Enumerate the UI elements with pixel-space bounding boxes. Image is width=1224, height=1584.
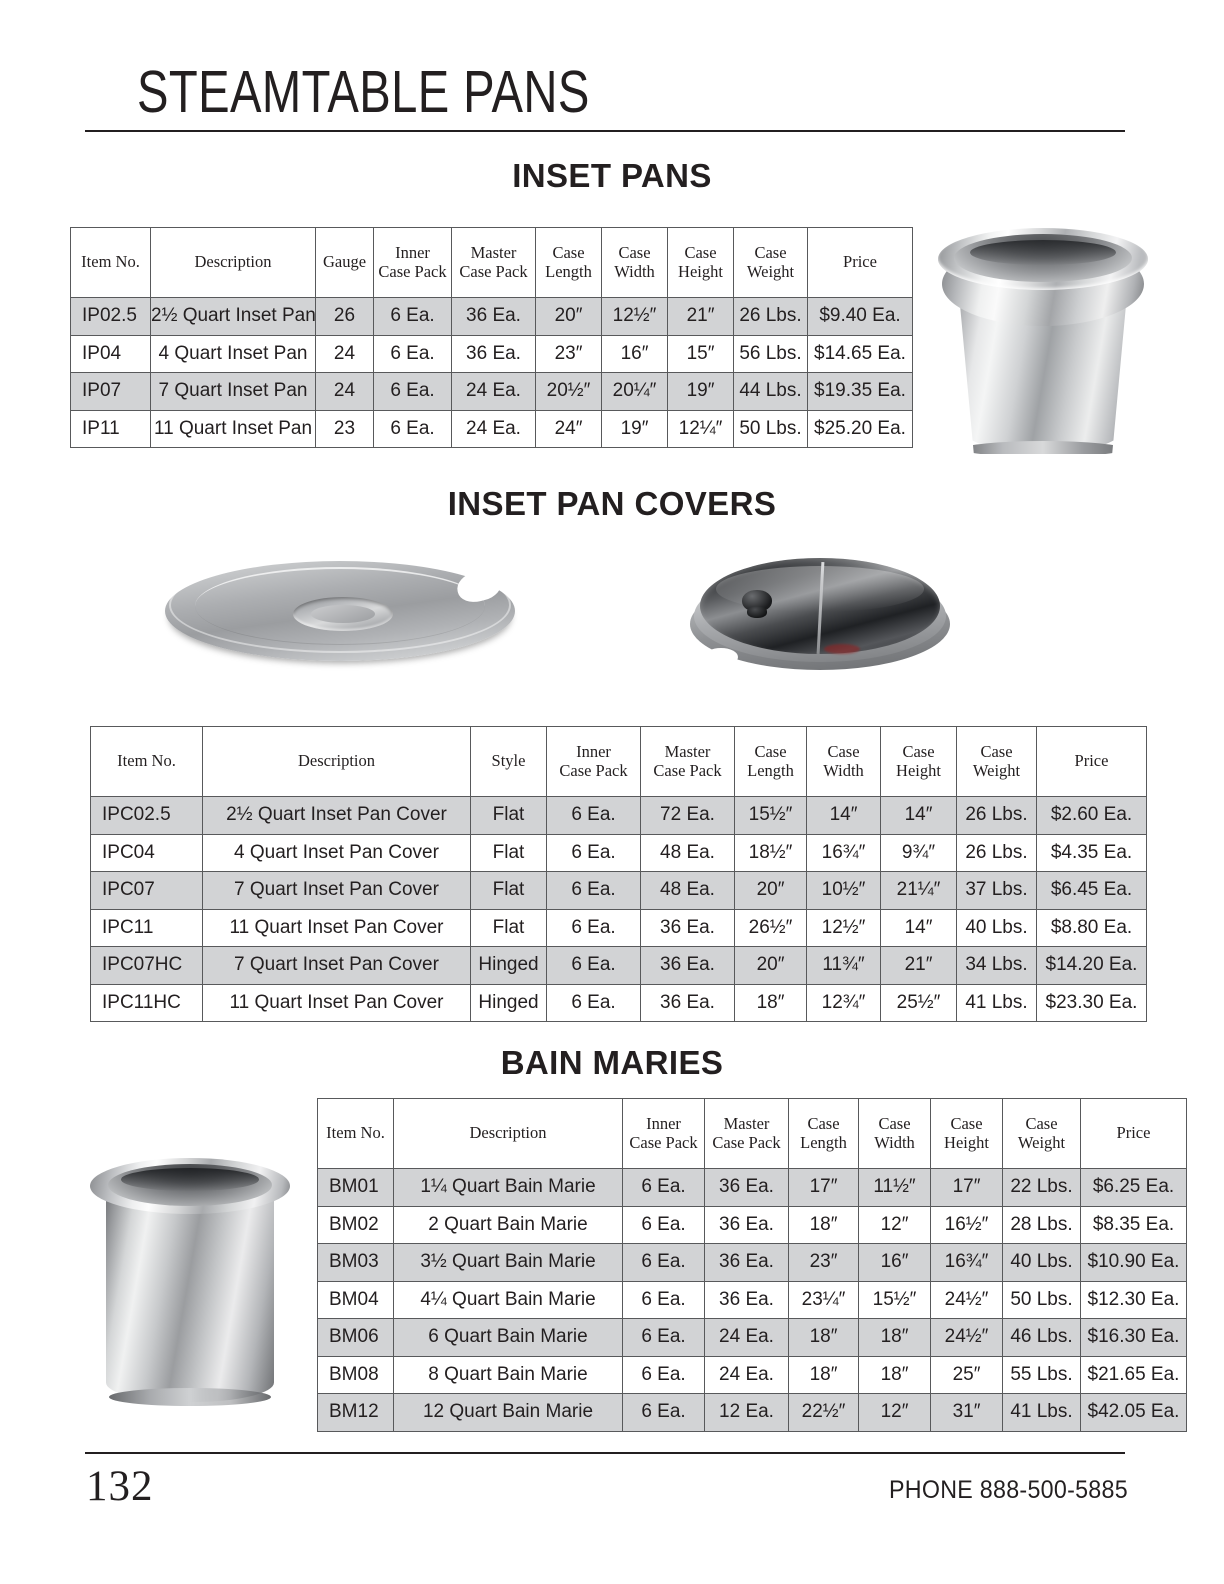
cell-case-width: 12″ — [859, 1206, 931, 1244]
cell-description: 1¼ Quart Bain Marie — [394, 1169, 623, 1207]
col-master-case-pack: Master Case Pack — [452, 228, 536, 298]
cell-item-no: BM03 — [318, 1244, 394, 1282]
cell-master-case-pack: 36 Ea. — [705, 1281, 789, 1319]
cell-case-height: 16½″ — [931, 1206, 1003, 1244]
col-description: Description — [203, 727, 471, 797]
cell-gauge: 24 — [316, 373, 374, 411]
cell-case-width: 20¼″ — [602, 373, 668, 411]
cell-case-height: 21″ — [668, 298, 734, 336]
cell-master-case-pack: 36 Ea. — [641, 984, 735, 1022]
cell-inner-case-pack: 6 Ea. — [623, 1206, 705, 1244]
cell-case-height: 9¾″ — [881, 834, 957, 872]
cell-case-width: 18″ — [859, 1356, 931, 1394]
table-row — [318, 1169, 1187, 1207]
cell-case-width: 12″ — [859, 1394, 931, 1432]
cell-price: $6.25 Ea. — [1081, 1169, 1187, 1207]
cell-master-case-pack: 72 Ea. — [641, 797, 735, 835]
cell-inner-case-pack: 6 Ea. — [547, 947, 641, 985]
cell-case-length: 20″ — [735, 872, 807, 910]
table-row — [318, 1206, 1187, 1244]
cell-inner-case-pack: 6 Ea. — [623, 1394, 705, 1432]
col-master-case-pack: Master Case Pack — [705, 1099, 789, 1169]
cell-case-weight: 50 Lbs. — [1003, 1281, 1081, 1319]
cell-case-height: 14″ — [881, 797, 957, 835]
inset-pan-photo — [938, 222, 1148, 462]
cell-case-height: 16¾″ — [931, 1244, 1003, 1282]
cell-case-weight: 41 Lbs. — [1003, 1394, 1081, 1432]
footer-phone: PHONE 888-500-5885 — [889, 1476, 1128, 1504]
cell-inner-case-pack: 6 Ea. — [374, 335, 452, 373]
cell-master-case-pack: 24 Ea. — [705, 1319, 789, 1357]
cell-item-no: IP11 — [71, 410, 151, 448]
table-row — [318, 1356, 1187, 1394]
cell-style: Flat — [471, 834, 547, 872]
cell-item-no: IP02.5 — [71, 298, 151, 336]
cell-case-width: 10½″ — [807, 872, 881, 910]
cell-case-height: 31″ — [931, 1394, 1003, 1432]
cell-description: 11 Quart Inset Pan Cover — [203, 909, 471, 947]
cell-master-case-pack: 36 Ea. — [452, 298, 536, 336]
cell-description: 12 Quart Bain Marie — [394, 1394, 623, 1432]
cell-item-no: IPC11 — [91, 909, 203, 947]
col-case-weight: Case Weight — [957, 727, 1037, 797]
cell-price: $4.35 Ea. — [1037, 834, 1147, 872]
col-master-case-pack: Master Case Pack — [641, 727, 735, 797]
table-header-row — [318, 1099, 1187, 1169]
table-row — [91, 909, 1147, 947]
col-case-length: Case Length — [536, 228, 602, 298]
cell-inner-case-pack: 6 Ea. — [374, 298, 452, 336]
cell-case-height: 14″ — [881, 909, 957, 947]
col-inner-case-pack: Inner Case Pack — [623, 1099, 705, 1169]
hinged-cover-photo — [690, 552, 950, 692]
cell-description: 4 Quart Inset Pan — [151, 335, 316, 373]
cell-item-no: IPC04 — [91, 834, 203, 872]
cell-description: 7 Quart Inset Pan Cover — [203, 872, 471, 910]
bain-marie-body — [106, 1186, 274, 1402]
col-item-no: Item No. — [318, 1099, 394, 1169]
cell-price: $42.05 Ea. — [1081, 1394, 1187, 1432]
cell-price: $21.65 Ea. — [1081, 1356, 1187, 1394]
cell-case-height: 21¼″ — [881, 872, 957, 910]
cell-case-length: 18½″ — [735, 834, 807, 872]
cell-case-weight: 44 Lbs. — [734, 373, 808, 411]
cell-case-length: 26½″ — [735, 909, 807, 947]
table-row — [318, 1394, 1187, 1432]
col-price: Price — [1081, 1099, 1187, 1169]
cell-case-height: 19″ — [668, 373, 734, 411]
cell-case-weight: 28 Lbs. — [1003, 1206, 1081, 1244]
col-case-weight: Case Weight — [734, 228, 808, 298]
cell-price: $8.35 Ea. — [1081, 1206, 1187, 1244]
cell-inner-case-pack: 6 Ea. — [547, 872, 641, 910]
cell-style: Hinged — [471, 984, 547, 1022]
cell-price: $25.20 Ea. — [808, 410, 913, 448]
col-case-length: Case Length — [789, 1099, 859, 1169]
table-row — [91, 834, 1147, 872]
table-header-row — [91, 727, 1147, 797]
cell-inner-case-pack: 6 Ea. — [623, 1356, 705, 1394]
cell-item-no: BM06 — [318, 1319, 394, 1357]
hinged-cover-knob — [742, 590, 772, 612]
cell-item-no: IPC11HC — [91, 984, 203, 1022]
cell-case-length: 23¼″ — [789, 1281, 859, 1319]
cell-gauge: 26 — [316, 298, 374, 336]
cell-case-width: 18″ — [859, 1319, 931, 1357]
col-inner-case-pack: Inner Case Pack — [374, 228, 452, 298]
flat-cover-photo — [165, 553, 515, 673]
cell-description: 4¼ Quart Bain Marie — [394, 1281, 623, 1319]
cell-price: $9.40 Ea. — [808, 298, 913, 336]
col-case-width: Case Width — [807, 727, 881, 797]
table-header-row — [71, 228, 913, 298]
cell-price: $19.35 Ea. — [808, 373, 913, 411]
col-case-width: Case Width — [859, 1099, 931, 1169]
cell-case-width: 16¾″ — [807, 834, 881, 872]
bain-marie-interior — [108, 1164, 272, 1206]
cell-case-weight: 41 Lbs. — [957, 984, 1037, 1022]
col-case-width: Case Width — [602, 228, 668, 298]
cell-master-case-pack: 36 Ea. — [705, 1244, 789, 1282]
inset-pans-table-body — [71, 298, 913, 448]
cell-item-no: IPC02.5 — [91, 797, 203, 835]
cell-master-case-pack: 24 Ea. — [452, 373, 536, 411]
hinged-cover-notch — [704, 648, 738, 666]
table-row — [71, 298, 913, 336]
cell-item-no: BM04 — [318, 1281, 394, 1319]
cell-case-height: 17″ — [931, 1169, 1003, 1207]
flat-cover-handle — [293, 597, 393, 631]
cell-case-width: 12¾″ — [807, 984, 881, 1022]
cell-case-width: 12½″ — [807, 909, 881, 947]
cell-case-height: 24½″ — [931, 1319, 1003, 1357]
cell-gauge: 23 — [316, 410, 374, 448]
table-row — [91, 984, 1147, 1022]
cell-case-length: 20″ — [735, 947, 807, 985]
cell-inner-case-pack: 6 Ea. — [623, 1244, 705, 1282]
cell-price: $12.30 Ea. — [1081, 1281, 1187, 1319]
col-case-weight: Case Weight — [1003, 1099, 1081, 1169]
cell-case-weight: 56 Lbs. — [734, 335, 808, 373]
cell-master-case-pack: 36 Ea. — [705, 1169, 789, 1207]
cell-case-length: 17″ — [789, 1169, 859, 1207]
cell-case-length: 15½″ — [735, 797, 807, 835]
cell-style: Flat — [471, 872, 547, 910]
cell-case-width: 19″ — [602, 410, 668, 448]
cell-case-weight: 55 Lbs. — [1003, 1356, 1081, 1394]
cell-description: 11 Quart Inset Pan Cover — [203, 984, 471, 1022]
cell-item-no: BM12 — [318, 1394, 394, 1432]
cell-case-width: 14″ — [807, 797, 881, 835]
cell-price: $6.45 Ea. — [1037, 872, 1147, 910]
cell-case-weight: 40 Lbs. — [957, 909, 1037, 947]
table-row — [318, 1244, 1187, 1282]
cell-master-case-pack: 12 Ea. — [705, 1394, 789, 1432]
cell-description: 11 Quart Inset Pan — [151, 410, 316, 448]
table-row — [318, 1319, 1187, 1357]
cell-style: Hinged — [471, 947, 547, 985]
cell-description: 7 Quart Inset Pan Cover — [203, 947, 471, 985]
cell-inner-case-pack: 6 Ea. — [547, 909, 641, 947]
col-price: Price — [808, 228, 913, 298]
cell-case-weight: 26 Lbs. — [957, 834, 1037, 872]
cell-case-length: 23″ — [536, 335, 602, 373]
table-row — [71, 410, 913, 448]
cell-master-case-pack: 24 Ea. — [452, 410, 536, 448]
cell-case-length: 20″ — [536, 298, 602, 336]
hinged-cover-reflection — [824, 644, 860, 654]
cell-case-length: 18″ — [789, 1356, 859, 1394]
covers-table-body — [91, 797, 1147, 1022]
bain-maries-table-header — [318, 1099, 1187, 1169]
col-case-height: Case Height — [931, 1099, 1003, 1169]
table-row — [91, 947, 1147, 985]
covers-table-header — [91, 727, 1147, 797]
cell-case-width: 11½″ — [859, 1169, 931, 1207]
cell-case-width: 11¾″ — [807, 947, 881, 985]
cell-gauge: 24 — [316, 335, 374, 373]
cell-case-weight: 26 Lbs. — [957, 797, 1037, 835]
cell-case-weight: 22 Lbs. — [1003, 1169, 1081, 1207]
col-item-no: Item No. — [71, 228, 151, 298]
cell-description: 8 Quart Bain Marie — [394, 1356, 623, 1394]
inset-pans-table — [70, 227, 913, 448]
table-row — [71, 335, 913, 373]
cell-master-case-pack: 36 Ea. — [705, 1206, 789, 1244]
cell-price: $8.80 Ea. — [1037, 909, 1147, 947]
cell-case-length: 18″ — [735, 984, 807, 1022]
cell-inner-case-pack: 6 Ea. — [374, 373, 452, 411]
cell-item-no: IP07 — [71, 373, 151, 411]
cell-price: $2.60 Ea. — [1037, 797, 1147, 835]
col-inner-case-pack: Inner Case Pack — [547, 727, 641, 797]
cell-price: $16.30 Ea. — [1081, 1319, 1187, 1357]
cell-case-width: 16″ — [602, 335, 668, 373]
cell-description: 4 Quart Inset Pan Cover — [203, 834, 471, 872]
cell-master-case-pack: 48 Ea. — [641, 872, 735, 910]
cell-price: $10.90 Ea. — [1081, 1244, 1187, 1282]
cell-case-height: 21″ — [881, 947, 957, 985]
inset-pan-covers-table — [90, 726, 1147, 1022]
page-number: 132 — [86, 1463, 154, 1510]
cell-item-no: BM08 — [318, 1356, 394, 1394]
cell-price: $23.30 Ea. — [1037, 984, 1147, 1022]
cell-case-length: 18″ — [789, 1206, 859, 1244]
cell-style: Flat — [471, 909, 547, 947]
cell-inner-case-pack: 6 Ea. — [623, 1281, 705, 1319]
title-divider — [85, 130, 1125, 132]
table-row — [91, 872, 1147, 910]
cell-inner-case-pack: 6 Ea. — [547, 834, 641, 872]
cell-item-no: IP04 — [71, 335, 151, 373]
col-item-no: Item No. — [91, 727, 203, 797]
cell-case-weight: 40 Lbs. — [1003, 1244, 1081, 1282]
cell-case-height: 25″ — [931, 1356, 1003, 1394]
cell-master-case-pack: 36 Ea. — [641, 947, 735, 985]
cell-inner-case-pack: 6 Ea. — [623, 1319, 705, 1357]
col-gauge: Gauge — [316, 228, 374, 298]
cell-description: 2½ Quart Inset Pan Cover — [203, 797, 471, 835]
cell-case-length: 18″ — [789, 1319, 859, 1357]
cell-description: 2 Quart Bain Marie — [394, 1206, 623, 1244]
col-description: Description — [151, 228, 316, 298]
cell-master-case-pack: 36 Ea. — [641, 909, 735, 947]
cell-inner-case-pack: 6 Ea. — [547, 797, 641, 835]
cell-case-length: 20½″ — [536, 373, 602, 411]
inset-pan-interior — [954, 234, 1132, 282]
table-row — [71, 373, 913, 411]
cell-description: 6 Quart Bain Marie — [394, 1319, 623, 1357]
cell-description: 7 Quart Inset Pan — [151, 373, 316, 411]
col-case-length: Case Length — [735, 727, 807, 797]
page-title: STEAMTABLE PANS — [137, 59, 590, 125]
table-row — [91, 797, 1147, 835]
cell-case-length: 22½″ — [789, 1394, 859, 1432]
cell-case-width: 16″ — [859, 1244, 931, 1282]
section-heading-inset-pan-covers: INSET PAN COVERS — [447, 485, 777, 522]
col-case-height: Case Height — [881, 727, 957, 797]
cell-case-height: 24½″ — [931, 1281, 1003, 1319]
cell-price: $14.20 Ea. — [1037, 947, 1147, 985]
footer-divider — [85, 1452, 1125, 1454]
cell-item-no: IPC07 — [91, 872, 203, 910]
bain-marie-photo — [90, 1148, 290, 1418]
cell-case-weight: 46 Lbs. — [1003, 1319, 1081, 1357]
cell-master-case-pack: 36 Ea. — [452, 335, 536, 373]
cell-case-width: 12½″ — [602, 298, 668, 336]
cell-case-width: 15½″ — [859, 1281, 931, 1319]
cell-price: $14.65 Ea. — [808, 335, 913, 373]
col-style: Style — [471, 727, 547, 797]
cell-inner-case-pack: 6 Ea. — [547, 984, 641, 1022]
cell-master-case-pack: 24 Ea. — [705, 1356, 789, 1394]
cell-case-height: 15″ — [668, 335, 734, 373]
cell-case-height: 25½″ — [881, 984, 957, 1022]
cell-case-weight: 50 Lbs. — [734, 410, 808, 448]
cell-inner-case-pack: 6 Ea. — [374, 410, 452, 448]
cell-item-no: BM01 — [318, 1169, 394, 1207]
inset-pans-table-header — [71, 228, 913, 298]
cell-case-length: 24″ — [536, 410, 602, 448]
cell-case-weight: 34 Lbs. — [957, 947, 1037, 985]
table-row — [318, 1281, 1187, 1319]
cell-item-no: IPC07HC — [91, 947, 203, 985]
bain-maries-table-body — [318, 1169, 1187, 1432]
section-heading-bain-maries: BAIN MARIES — [500, 1044, 724, 1081]
col-case-height: Case Height — [668, 228, 734, 298]
cell-description: 3½ Quart Bain Marie — [394, 1244, 623, 1282]
cell-master-case-pack: 48 Ea. — [641, 834, 735, 872]
cell-description: 2½ Quart Inset Pan — [151, 298, 316, 336]
cell-item-no: BM02 — [318, 1206, 394, 1244]
cell-inner-case-pack: 6 Ea. — [623, 1169, 705, 1207]
cell-case-weight: 37 Lbs. — [957, 872, 1037, 910]
col-description: Description — [394, 1099, 623, 1169]
section-heading-inset-pans: INSET PANS — [512, 157, 712, 194]
bain-maries-table — [317, 1098, 1187, 1432]
cell-case-weight: 26 Lbs. — [734, 298, 808, 336]
cell-case-length: 23″ — [789, 1244, 859, 1282]
cell-style: Flat — [471, 797, 547, 835]
col-price: Price — [1037, 727, 1147, 797]
cell-case-height: 12¼″ — [668, 410, 734, 448]
